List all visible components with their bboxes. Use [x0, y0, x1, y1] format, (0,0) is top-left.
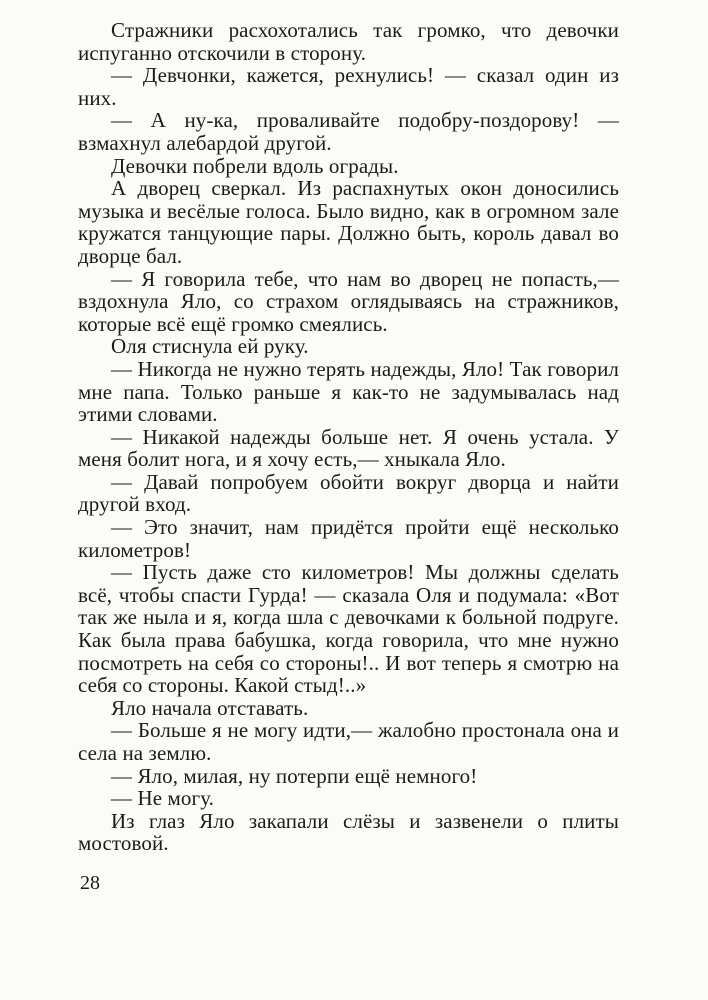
text-column: [78, 0, 619, 855]
paragraph: — Пусть даже сто километров! Мы должны сделать всё, чтобы спасти Гурда! — сказала Оля и подумала: «Вот так же ныла и я, когда шла с девочками к больной подруге. Как была права бабушка, когда говорила, что мне нужно посмотреть на себя со стороны!.. И вот теперь я смотрю на себя со стороны. Какой стыд!..»: [78, 560, 619, 698]
paragraph: — Никогда не нужно терять надежды, Яло! Так говорил мне папа. Только раньше я как-то не задумывалась над этими словами.: [78, 356, 619, 427]
paragraph: — Я говорила тебе, что нам во дворец не попасть,— вздохнула Яло, со страхом оглядываясь на стражников, которые всё ещё громко смеялись.: [78, 266, 619, 336]
page-number: 28: [80, 871, 100, 894]
paragraph: Девочки побрели вдоль ограды.: [111, 153, 399, 178]
paragraph: — Не могу.: [111, 786, 215, 811]
paragraph: Стражники расхохотались так громко, что девочки испуганно отскочили в сторону.: [78, 18, 619, 65]
paragraph: Оля стиснула ей руку.: [111, 334, 309, 359]
paragraph: — Давай попробуем обойти вокруг дворца и найти другой вход.: [78, 469, 619, 517]
paragraph: Яло начала отставать.: [111, 695, 309, 720]
paragraph: — Никакой надежды больше нет. Я очень устала. У меня болит нога, и я хочу есть,— хныкала Яло.: [78, 424, 619, 472]
paragraph: — А ну-ка, проваливайте подобру-поздорову! — взмахнул алебардой другой.: [78, 108, 619, 155]
paragraph: — Это значит, нам придётся пройти ещё несколько километров!: [78, 515, 619, 562]
paragraph: — Девчонки, кажется, рехнулись! — сказал один из них.: [78, 63, 619, 110]
paragraph: А дворец сверкал. Из распахнутых окон доносились музыка и весёлые голоса. Было видно, как в огромном зале кружатся танцующие пары. Должно быть, король давал во дворце бал.: [78, 176, 619, 268]
paragraph: — Яло, милая, ну потерпи ещё немного!: [111, 763, 478, 788]
paragraph: — Больше я не могу идти,— жалобно простонала она и села на землю.: [78, 718, 619, 765]
paragraph: Из глаз Яло закапали слёзы и зазвенели о плиты мостовой.: [78, 808, 619, 856]
